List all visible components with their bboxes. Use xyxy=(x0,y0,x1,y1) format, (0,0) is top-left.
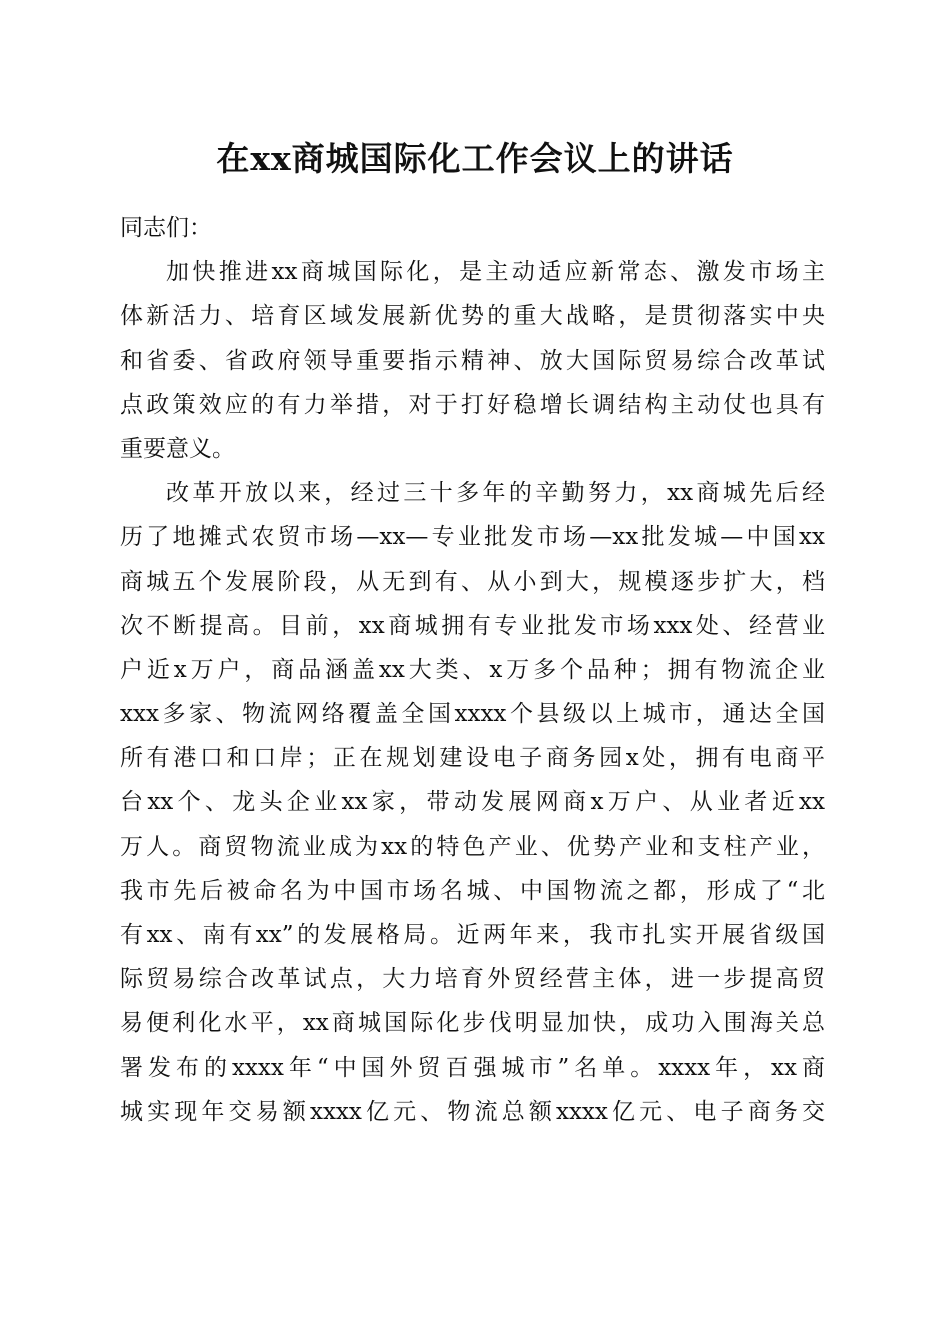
paragraph-2-line: 台xx个、龙头企业xx家，带动发展网商x万户、从业者近xx xyxy=(120,789,825,816)
document-body xyxy=(120,206,825,1134)
paragraph-2-line: 城实现年交易额xxxx亿元、物流总额xxxx亿元、电子商务交 xyxy=(120,1098,825,1125)
paragraph-2-line: 我市先后被命名为中国市场名城、中国物流之都，形成了“北 xyxy=(120,877,825,904)
paragraph-1-line: 和省委、省政府领导重要指示精神、放大国际贸易综合改革试 xyxy=(120,347,825,374)
paragraph-2-line: 易便利化水平，xx商城国际化步伐明显加快，成功入围海关总 xyxy=(120,1010,825,1037)
paragraph-2-line: 次不断提高。目前，xx商城拥有专业批发市场xxx处、经营业 xyxy=(120,612,825,639)
paragraph-2-line: xxx多家、物流网络覆盖全国xxxx个县级以上城市，通达全国 xyxy=(120,701,825,728)
paragraph-2-line: 万人。商贸物流业成为xx的特色产业、优势产业和支柱产业， xyxy=(120,833,825,860)
paragraph-2-line: 所有港口和口岸；正在规划建设电子商务园x处，拥有电商平 xyxy=(120,745,825,772)
paragraph-2-line: 户近x万户，商品涵盖xx大类、x万多个品种；拥有物流企业 xyxy=(120,656,825,683)
paragraph-2-line: 际贸易综合改革试点，大力培育外贸经营主体，进一步提高贸 xyxy=(120,966,825,993)
document-title: 在xx商城国际化工作会议上的讲话 xyxy=(216,139,734,178)
paragraph-2-line: 有xx、南有xx”的发展格局。近两年来，我市扎实开展省级国 xyxy=(120,922,825,948)
paragraph-2-line: 历了地摊式农贸市场—xx—专业批发市场—xx批发城—中国xx xyxy=(120,524,825,551)
paragraph-1-line: 重要意义。 xyxy=(120,435,235,462)
salutation: 同志们： xyxy=(120,215,212,241)
paragraph-2-line: 商城五个发展阶段，从无到有、从小到大，规模逐步扩大，档 xyxy=(120,568,825,595)
paragraph-2-line: 改革开放以来，经过三十多年的辛勤努力，xx商城先后经 xyxy=(166,480,825,507)
paragraph-1-line: 体新活力、培育区域发展新优势的重大战略，是贯彻落实中央 xyxy=(120,303,825,330)
paragraph-1-line: 加快推进xx商城国际化，是主动适应新常态、激发市场主 xyxy=(166,259,825,286)
paragraph-1-line: 点政策效应的有力举措，对于打好稳增长调结构主动仗也具有 xyxy=(120,391,825,418)
paragraph-2-line: 署发布的xxxx年“中国外贸百强城市”名单。xxxx年，xx商 xyxy=(120,1054,825,1081)
